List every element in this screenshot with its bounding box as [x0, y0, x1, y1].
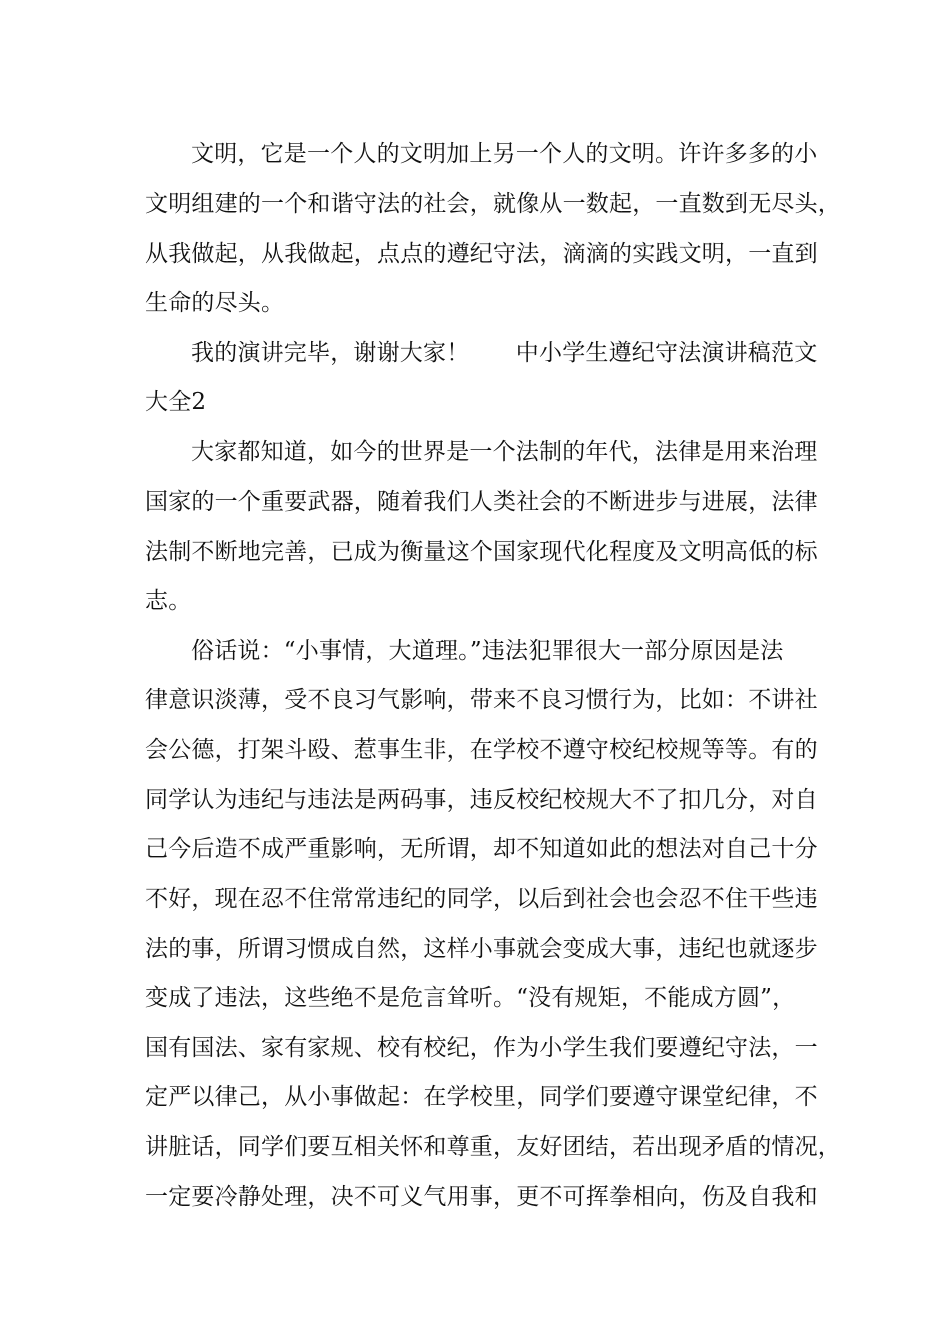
paragraph-3-line-1: 大家都知道，如今的世界是一个法制的年代，法律是用来治理	[191, 439, 818, 465]
paragraph-2-line-2: 大全2	[145, 389, 207, 415]
paragraph-1-line-2: 文明组建的一个和谐守法的社会，就像从一数起，一直数到无尽头，	[145, 191, 841, 217]
paragraph-4-line-9: 国有国法、家有家规、校有校纪，作为小学生我们要遵纪守法，一	[145, 1035, 818, 1061]
paragraph-1-line-1: 文明，它是一个人的文明加上另一个人的文明。许许多多的小	[191, 141, 818, 167]
paragraph-4-line-4: 同学认为违纪与违法是两码事，违反校纪校规大不了扣几分，对自	[145, 787, 818, 813]
paragraph-4-line-3: 会公德，打架斗殴、惹事生非，在学校不遵守校纪校规等等。有的	[145, 737, 818, 763]
paragraph-4-line-7: 法的事，所谓习惯成自然，这样小事就会变成大事，违纪也就逐步	[145, 936, 818, 962]
paragraph-4-line-8: 变成了违法，这些绝不是危言耸听。“没有规矩，不能成方圆”，	[145, 985, 796, 1011]
paragraph-3-line-4: 志。	[145, 588, 192, 614]
paragraph-4-line-5: 己今后造不成严重影响，无所谓，却不知道如此的想法对自己十分	[145, 836, 818, 862]
paragraph-4-line-10: 定严以律己，从小事做起：在学校里，同学们要遵守课堂纪律，不	[145, 1084, 818, 1110]
paragraph-4-line-6: 不好，现在忍不住常常违纪的同学，以后到社会也会忍不住干些违	[145, 886, 818, 912]
paragraph-4-line-12: 一定要冷静处理，决不可义气用事，更不可挥拳相向，伤及自我和	[145, 1184, 818, 1210]
paragraph-4-line-1: 俗话说：“小事情，大道理。”违法犯罪很大一部分原因是法	[191, 638, 784, 664]
paragraph-3-line-3: 法制不断地完善，已成为衡量这个国家现代化程度及文明高低的标	[145, 539, 818, 565]
paragraph-2-line-1: 我的演讲完毕，谢谢大家！ 中小学生遵纪守法演讲稿范文	[191, 340, 818, 366]
paragraph-1-line-4: 生命的尽头。	[145, 290, 285, 316]
paragraph-1-line-3: 从我做起，从我做起，点点的遵纪守法，滴滴的实践文明，一直到	[145, 241, 818, 267]
paragraph-3-line-2: 国家的一个重要武器，随着我们人类社会的不断进步与进展，法律	[145, 489, 818, 515]
paragraph-4-line-2: 律意识淡薄，受不良习气影响，带来不良习惯行为，比如：不讲社	[145, 687, 818, 713]
paragraph-4-line-11: 讲脏话，同学们要互相关怀和尊重，友好团结，若出现矛盾的情况，	[145, 1134, 841, 1160]
